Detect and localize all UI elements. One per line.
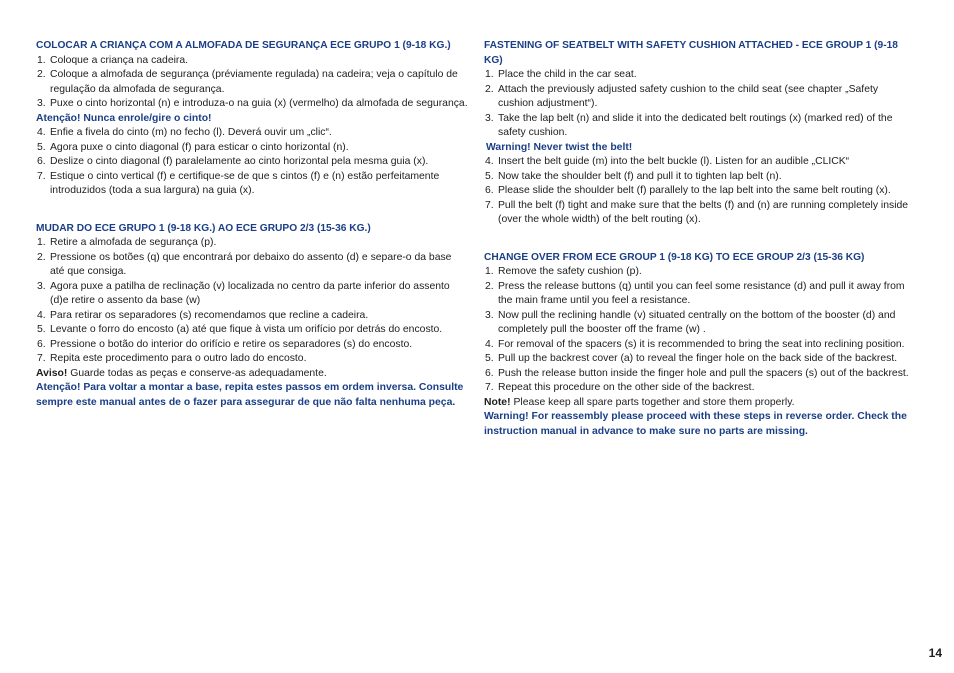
section-heading: FASTENING OF SEATBELT WITH SAFETY CUSHION ATTACHED - ECE GROUP 1 (9-18 KG) <box>484 40 898 66</box>
list-item: 3. Take the lap belt (n) and slide it into the dedicated belt routings (x) (marked red) of the safety cushion. <box>485 112 893 138</box>
list-item: 1. Retire a almofada de segurança (p). <box>37 237 217 248</box>
warning-text: Warning! For reassembly please proceed with these steps in reverse order. Check the instruction manual in advance to make sure no parts are missing. <box>484 411 907 437</box>
list-item: 3. Now pull the reclining handle (v) situated centrally on the bottom of the booster (d) and completely pull the booster off the frame (w) . <box>485 309 896 335</box>
section-fastening-en <box>484 39 916 228</box>
note-text: Guarde todas as peças e conserve-as adequadamente. <box>67 367 327 379</box>
list-item: 2. Pressione os botões (q) que encontrará por debaixo do assento (d) e separe-o da base até que consiga. <box>37 251 452 277</box>
steps-list <box>36 126 468 199</box>
warning-text: Atenção! Para voltar a montar a base, repita estes passos em ordem inversa. Consulte sempre este manual antes de o fazer para assegurar de que não falta nenhuma peça. <box>36 382 464 408</box>
list-item: 5. Now take the shoulder belt (f) and pull it to tighten lap belt (n). <box>485 170 782 182</box>
list-item: 1. Coloque a criança na cadeira. <box>37 54 189 66</box>
list-item: 7. Repeat this procedure on the other side of the backrest. <box>485 382 755 393</box>
list-item: 6. Please slide the shoulder belt (f) parallely to the lap belt into the same belt routing (x). <box>485 185 891 196</box>
list-item: 2. Press the release buttons (q) until you can feel some resistance (d) and pull it away from the main frame until you feel a resistance. <box>485 280 905 306</box>
section-changeover-pt <box>36 222 468 411</box>
list-item: 4. Enfie a fivela do cinto (m) no fecho (l). Deverá ouvir um „clic“. <box>37 127 332 138</box>
note-label: Aviso! <box>36 367 68 379</box>
list-item: 5. Levante o forro do encosto (a) até que fique à vista um orifício por detrás do encosto. <box>37 324 443 335</box>
portuguese-column <box>36 39 468 410</box>
list-item: 1. Place the child in the car seat. <box>485 69 637 80</box>
list-item: 2. Attach the previously adjusted safety cushion to the child seat (see chapter „Safety cushion adjustment“). <box>485 83 879 109</box>
section-heading: MUDAR DO ECE GRUPO 1 (9-18 KG.) AO ECE GRUPO 2/3 (15-36 KG.) <box>36 222 371 234</box>
steps-list <box>36 236 468 367</box>
section-heading: COLOCAR A CRIANÇA COM A ALMOFADA DE SEGURANÇA ECE GRUPO 1 (9-18 KG.) <box>36 40 451 51</box>
page-number: 14 <box>928 646 942 660</box>
note-label: Note! <box>484 396 511 408</box>
list-item: 3. Puxe o cinto horizontal (n) e introduza-o na guia (x) (vermelho) da almofada de segurança. <box>37 98 468 109</box>
section-fastening-pt <box>36 39 468 199</box>
note-text: Please keep all spare parts together and store them properly. <box>510 396 795 408</box>
list-item: 6. Pressione o botão do interior do orifício e retire os separadores (s) do encosto. <box>37 338 413 350</box>
list-item: 7. Pull the belt (f) tight and make sure that the belts (f) and (n) are running completely inside (over the whole width) of the belt routing (x). <box>485 199 909 225</box>
list-item: 7. Estique o cinto vertical (f) e certifique-se de que s cintos (f) e (n) estão perfeitamente introduzidos (toda a sua largura) na guia (x). <box>37 170 440 196</box>
list-item: 3. Agora puxe a patilha de reclinação (v) localizada no centro da parte inferior do assento (d)e retire o assento da base (w) <box>37 280 450 306</box>
list-item: 5. Agora puxe o cinto diagonal (f) para esticar o cinto horizontal (n). <box>37 141 349 153</box>
note-line <box>484 396 916 411</box>
list-item: 6. Push the release button inside the finger hole and pull the spacers (s) out of the backrest. <box>485 367 909 379</box>
list-item: 4. Insert the belt guide (m) into the belt buckle (l). Listen for an audible „CLICK“ <box>485 156 850 167</box>
warning-text: Warning! Never twist the belt! <box>486 141 633 153</box>
list-item: 5. Pull up the backrest cover (a) to reveal the finger hole on the back side of the backrest. <box>485 353 898 364</box>
list-item: 2. Coloque a almofada de segurança (préviamente regulada) na cadeira; veja o capítulo de regulação da almofada de segurança. <box>37 69 458 95</box>
list-item: 1. Remove the safety cushion (p). <box>485 266 642 277</box>
warning-text: Atenção! Nunca enrole/gire o cinto! <box>36 112 212 124</box>
section-changeover-en <box>484 251 916 440</box>
list-item: 4. Para retirar os separadores (s) recomendamos que recline a cadeira. <box>37 309 369 321</box>
section-heading: CHANGE OVER FROM ECE GROUP 1 (9-18 KG) TO ECE GROUP 2/3 (15-36 KG) <box>484 251 865 263</box>
list-item: 7. Repita este procedimento para o outro lado do encosto. <box>37 353 307 364</box>
list-item: 6. Deslize o cinto diagonal (f) paralelamente ao cinto horizontal pela mesma guia (x). <box>37 156 429 167</box>
steps-list <box>484 265 916 396</box>
steps-list <box>36 54 468 112</box>
note-line <box>36 367 468 382</box>
list-item: 4. For removal of the spacers (s) it is recommended to bring the seat into reclining position. <box>485 338 905 350</box>
steps-list <box>484 68 916 141</box>
english-column <box>484 39 916 439</box>
steps-list <box>484 155 916 228</box>
